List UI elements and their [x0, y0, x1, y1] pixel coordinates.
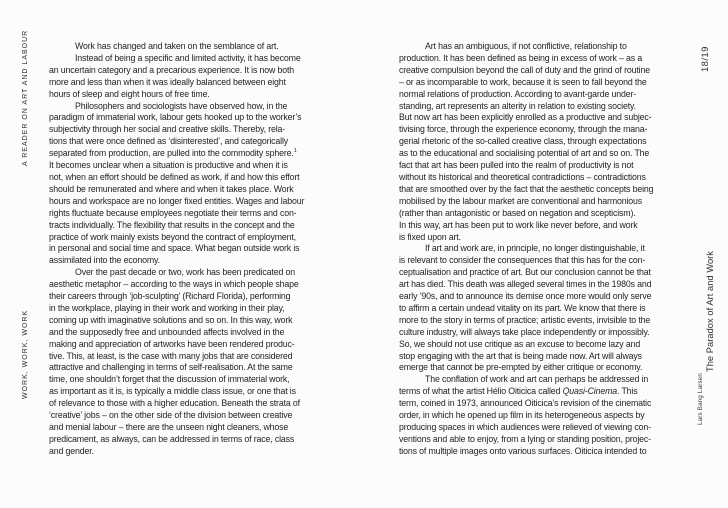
text-line: hours of sleep and eight hours of free time. [49, 88, 210, 99]
text-line: practice of work mainly exists beyond the contract of employment, [49, 231, 296, 242]
text-line: coming up with imaginative solutions and so on. In this way, work [49, 314, 293, 325]
text-line: and menial labour – there are the unseen night cleaners, whose [49, 422, 289, 432]
text-line: tivising force, through the experience economy, through the mana- [399, 124, 648, 135]
text-line: – or as incomparable to work, because it is seen to fall beyond the [399, 76, 647, 87]
text-line: tive. This, at least, is the case with many jobs that are considered [49, 350, 293, 361]
text-line: to affirm a certain undead vitality on its part. We know that there is [399, 302, 646, 313]
text-line: an uncertain category and a precarious experience. It is now both [49, 64, 295, 75]
text-line: aesthetic metaphor – according to the ways in which people shape [49, 279, 299, 290]
text-line: more to the story in terms of practice; artistic events, invisible to the [399, 314, 651, 325]
text-line: and gender. [49, 445, 94, 456]
text-line: If art and work are, in principle, no longer distinguishable, it [425, 243, 645, 254]
text-line: order, in which he opened up film in its heterogeneous aspects by [399, 410, 645, 421]
text-line: tracts individually. The flexibility that results in the concept and the [49, 219, 295, 230]
text-line: paradigm of immaterial work, labour gets hooked up to the worker’s [49, 112, 302, 123]
text-line: So, we should not use critique as an excuse to become lazy and [399, 338, 641, 349]
text-line: that are smoothed over by the fact that the aesthetic concepts being [399, 183, 654, 194]
text-line: early ’90s, and to announce its demise once more would only serve [399, 291, 652, 302]
text-line: culture industry, will always take place independently or impossibly. [399, 326, 650, 337]
text-line: hours and workspace are no longer fixed entities. Wages and labour [49, 195, 305, 206]
text-line: tions of multiple images onto various surfaces. Oiticica intended to [399, 445, 647, 456]
text-line: as to the educational and socialising potential of art and so on. The [399, 148, 650, 159]
text-line: Instead of being a specific and limited activity, it has become [75, 52, 301, 63]
text-line: (rather than antagonistic or based on negation and scepticism). [399, 207, 636, 218]
text-line: mobilised by the labour market are conventional and harmonious [399, 195, 643, 206]
text-line: The conflation of work and art can perhaps be addressed in [425, 374, 649, 385]
text-line: predicament, as always, can be addressed in terms of race, class [49, 433, 295, 444]
text-line: In this way, art has been put to work like never before, and work [399, 219, 638, 230]
text-line: should be remunerated and where and when it takes place. Work [49, 183, 294, 194]
text-line: Art has an ambiguous, if not conflictive, relationship to [425, 41, 627, 51]
text-line: assimilated into the economy. [49, 255, 160, 266]
text-line: ceptualisation and practice of art. But our conclusion cannot be that [399, 267, 651, 278]
text-line: subjectivity through her social and creative skills. Thereby, rela- [49, 124, 286, 135]
text-line: of relevance to those with a higher education. Beneath the strata of [49, 398, 300, 409]
text-line: fact that art has been pulled into the realm of productivity is not [399, 160, 634, 171]
margin-chapter-label: WORK, WORK, WORK [22, 309, 29, 399]
text-line: separated from production, are pulled into the commodity sphere.$^1$ [49, 148, 297, 159]
text-line: standing, art represents an alterity in relation to existing society. [399, 100, 636, 111]
text-line: ‘creative’ jobs – on the other side of the division between creative [49, 410, 293, 421]
text-line: not, when an effort should be defined as work, if and how this effort [49, 171, 300, 182]
right-page-text-column [399, 41, 677, 458]
text-line: gerial rhetoric of the so-called creative class, through expectations [399, 136, 647, 147]
text-line: stop engaging with the art that is being made now. Art will always [399, 350, 642, 361]
text-line: emerge that cannot be pre-empted by either critique or economy. [399, 362, 643, 373]
text-line: Philosophers and sociologists have observed how, in the [75, 100, 288, 111]
text-line: making and appreciation of artworks have been rendered produc- [49, 338, 295, 349]
text-line: more and less than when it was ideally balanced between eight [49, 76, 286, 87]
text-line: Work has changed and taken on the semblance of art. [75, 41, 279, 51]
text-line: ventions and able to enjoy, from a lying or standing position, projec- [399, 433, 651, 444]
text-line: is fixed upon art. [399, 231, 461, 242]
text-line: in the workplace, playing in their work and working in their play, [49, 302, 285, 313]
text-line: is relevant to consider the consequences that this has for the con- [399, 255, 646, 266]
page-number-label: 18/19 [700, 46, 711, 72]
margin-series-label: A READER ON ART AND LABOUR [22, 29, 29, 166]
text-line: creative compulsion beyond the call of duty and the grind of routine [399, 64, 650, 75]
text-line: and the supposedly free and unbounded affects involved in the [49, 326, 285, 337]
text-line: Over the past decade or two, work has been predicated on [75, 267, 295, 278]
text-line: normal relations of production. According to avant-garde under- [399, 88, 637, 99]
margin-essay-title: The Paradox of Art and Work [705, 250, 715, 372]
text-line: art has died. This death was alleged several times in the 1980s and [399, 279, 652, 290]
text-line: attractive and challenging in terms of self-realisation. At the same [49, 362, 293, 373]
text-line: without its historical and theoretical contradictions – contradictions [399, 171, 646, 182]
text-line: It becomes unclear when a situation is productive and when it is [49, 160, 288, 171]
text-line: as important as it is, is typically a middle class issue, or one that is [49, 386, 296, 397]
text-line: term, coined in 1973, announced Oiticica’s revision of the cinematic [399, 398, 652, 409]
text-line: But now art has been explicitly enrolled as a productive and subjec- [399, 112, 652, 123]
text-line: producing spaces in which audiences were relieved of viewing con- [399, 422, 651, 432]
text-line: rights fluctuate because employees negotiate their terms and con- [49, 207, 297, 218]
margin-essay-author: Lars Bang Larsen [697, 372, 704, 425]
text-line: in personal and social time and space. What began outside work is [49, 243, 300, 254]
text-line: production. It has been defined as being in excess of work – as a [399, 52, 643, 63]
text-line: their careers through ‘job-sculpting’ (Richard Florida), performing [49, 291, 291, 302]
left-page-text-column [49, 41, 321, 458]
text-line: tions that were once defined as ‘disinterested’, and categorically [49, 136, 289, 147]
text-line: time, one shouldn’t forget that the discussion of immaterial work, [49, 374, 290, 385]
text-line: terms of what the artist Hélio Oiticica called Quasi-Cinema. This [399, 386, 638, 397]
